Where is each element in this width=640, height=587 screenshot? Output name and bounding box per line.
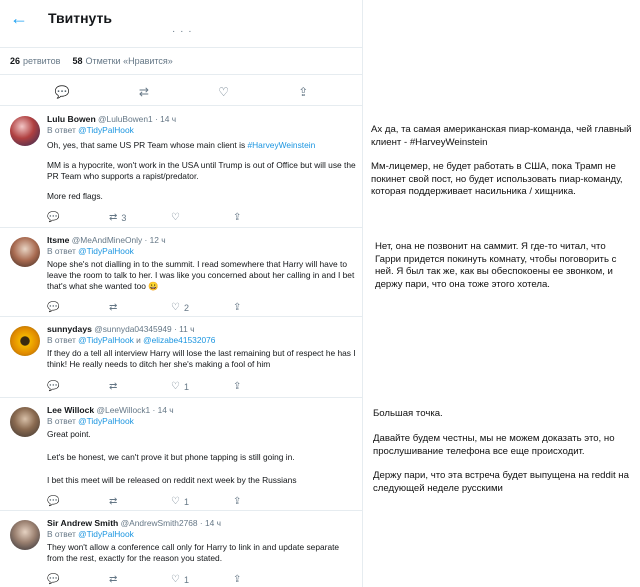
mention-link[interactable]: @elizabe41532076 <box>143 335 216 345</box>
translation-note: Держу пари, что эта встреча будет выпущена на reddit на следующей неделе русскими <box>373 470 629 494</box>
reply-tweet[interactable] <box>0 318 363 398</box>
tweet-text: They won't allow a conference call only for Harry to link in and update separate from the rest, exactly for the reason you stated. <box>47 542 340 563</box>
like-button[interactable] <box>171 496 233 507</box>
reply-button[interactable] <box>47 212 109 223</box>
reply-prefix: В ответ <box>47 416 76 426</box>
reply-prefix: В ответ <box>47 529 76 539</box>
likes-count: 58 <box>72 56 83 66</box>
likes-label: Отметки «Нравится» <box>85 56 173 66</box>
reply-icon: 💬 <box>47 496 60 507</box>
retweet-button[interactable] <box>109 212 171 223</box>
retweet-icon: ⇄ <box>109 574 118 585</box>
translation-note: Давайте будем честны, мы не можем доказать это, но прослушивание телефона все еще происходит. <box>373 433 615 457</box>
mention-link[interactable]: @TidyPalHook <box>78 246 134 256</box>
reply-tweet[interactable] <box>0 399 363 511</box>
likes-stat[interactable] <box>72 56 172 66</box>
mention-link[interactable]: @TidyPalHook <box>78 529 134 539</box>
share-icon: ⇪ <box>233 381 242 392</box>
author-handle[interactable]: @MeAndMineOnly · 12 ч <box>71 235 166 245</box>
tweet-text: Great point. <box>47 429 91 439</box>
reply-prefix: В ответ <box>47 335 76 345</box>
reply-icon[interactable]: 💬 <box>54 84 70 99</box>
share-icon: ⇪ <box>233 302 242 313</box>
tweet-actions <box>47 496 295 507</box>
retweet-icon: ⇄ <box>109 496 118 507</box>
like-button[interactable] <box>171 212 233 223</box>
retweet-icon: ⇄ <box>109 302 118 313</box>
hashtag-link[interactable]: #HarveyWeinstein <box>247 140 316 150</box>
like-count: 2 <box>183 302 189 313</box>
page-title: Твитнуть <box>48 10 112 26</box>
tweet-text: More red flags. <box>47 191 103 201</box>
retweets-label: ретвитов <box>23 56 61 66</box>
reply-button[interactable] <box>47 496 109 507</box>
tweet-text: If they do a tell all interview Harry will lose the last remaining but of respect he has I think! He really needs to ditch her she's making a fool of him <box>47 348 356 369</box>
tweet-actions <box>47 212 295 223</box>
share-button[interactable] <box>233 574 295 585</box>
retweets-stat[interactable] <box>10 56 60 66</box>
tweet-stats <box>0 47 363 75</box>
reply-prefix: В ответ <box>47 125 76 135</box>
mention-link[interactable]: @TidyPalHook <box>78 125 134 135</box>
reply-and: и <box>136 335 141 345</box>
avatar[interactable] <box>10 116 40 146</box>
translation-note: Мм-лицемер, не будет работать в США, пока Трамп не покинет свой пост, но будет использовать пиар-команду, которая поддерживает насильника / хищника. <box>371 161 623 197</box>
reply-icon: 💬 <box>47 574 60 585</box>
retweet-icon: ⇄ <box>109 212 118 223</box>
avatar[interactable] <box>10 326 40 356</box>
share-icon: ⇪ <box>233 574 242 585</box>
like-button[interactable] <box>171 574 233 585</box>
author-name[interactable]: Itsme <box>47 235 70 245</box>
mention-link[interactable]: @TidyPalHook <box>78 416 134 426</box>
share-icon: ⇪ <box>233 212 242 223</box>
like-button[interactable] <box>171 302 233 313</box>
reply-button[interactable] <box>47 381 109 392</box>
translation-note: Нет, она не позвонит на саммит. Я где-то читал, что Гарри придется покинуть комнату, чтобы поговорить с ней. Я был так же, как вы обеспокоены ее звонком, и держу пари, что она тоже этого хотела. <box>375 241 617 290</box>
author-name[interactable]: Lee Willock <box>47 405 95 415</box>
tweet-actions <box>47 302 295 313</box>
tweet-text: MM is a hypocrite, won't work in the USA until Trump is out of Office but will use the PR Team who supports a rapist/predator. <box>47 160 356 181</box>
like-count: 1 <box>183 381 189 392</box>
reply-button[interactable] <box>47 302 109 313</box>
reply-prefix: В ответ <box>47 246 76 256</box>
retweet-button[interactable] <box>109 302 171 313</box>
tweet-text: I bet this meet will be released on reddit next week by the Russians <box>47 475 297 485</box>
heart-icon[interactable]: ♡ <box>218 84 229 99</box>
author-handle[interactable]: @AndrewSmith2768 · 14 ч <box>120 518 222 528</box>
retweet-button[interactable] <box>109 496 171 507</box>
tweet-actions <box>47 574 295 585</box>
tweet-text: Nope she's not dialling in to the summit. I read somewhere that Harry will have to leave the room to talk to her. I was like you concerned about her calling in and I bet that's what she wanted too 😀 <box>47 259 355 291</box>
share-button[interactable] <box>233 496 295 507</box>
retweet-button[interactable] <box>109 381 171 392</box>
author-name[interactable]: sunnydays <box>47 324 92 334</box>
main-tweet-actions <box>0 78 363 106</box>
retweet-button[interactable] <box>109 574 171 585</box>
tweet-text: Oh, yes, that same US PR Team whose main client is <box>47 140 248 150</box>
mention-link[interactable]: @TidyPalHook <box>78 335 134 345</box>
share-button[interactable] <box>233 302 295 313</box>
retweet-icon: ⇄ <box>109 381 118 392</box>
retweet-icon[interactable]: ⇄ <box>138 84 149 99</box>
author-handle[interactable]: @sunnyda04345949 · 11 ч <box>94 324 195 334</box>
retweets-count: 26 <box>10 56 21 66</box>
heart-icon: ♡ <box>171 212 180 223</box>
author-handle[interactable]: @LuluBowen1 · 14 ч <box>98 114 177 124</box>
retweet-count: 3 <box>121 212 127 223</box>
share-button[interactable] <box>233 381 295 392</box>
reply-tweet[interactable] <box>0 512 363 587</box>
heart-icon: ♡ <box>171 574 180 585</box>
reply-icon: 💬 <box>47 212 60 223</box>
share-icon: ⇪ <box>233 496 242 507</box>
tweet-text: Let's be honest, we can't prove it but phone tapping is still going in. <box>47 452 295 462</box>
reply-icon: 💬 <box>47 302 60 313</box>
avatar[interactable] <box>10 520 40 550</box>
heart-icon: ♡ <box>171 496 180 507</box>
heart-icon: ♡ <box>171 302 180 313</box>
share-icon[interactable]: ⇪ <box>298 84 309 99</box>
avatar[interactable] <box>10 237 40 267</box>
translation-note: Большая точка. <box>373 408 443 419</box>
like-count: 1 <box>183 496 189 507</box>
more-dots: · · · <box>172 26 193 37</box>
translation-note: Ах да, та самая американская пиар-команда, чей главный клиент - #HarveyWeinstein <box>371 124 632 148</box>
author-name[interactable]: Lulu Bowen <box>47 114 96 124</box>
like-button[interactable] <box>171 381 233 392</box>
share-button[interactable] <box>233 212 295 223</box>
reply-icon: 💬 <box>47 381 60 392</box>
author-name[interactable]: Sir Andrew Smith <box>47 518 119 528</box>
like-count: 1 <box>183 574 189 585</box>
tweet-actions <box>47 381 295 392</box>
reply-tweet[interactable] <box>0 108 363 228</box>
reply-button[interactable] <box>47 574 109 585</box>
arrow-left-icon[interactable]: ← <box>10 7 28 28</box>
avatar[interactable] <box>10 407 40 437</box>
reply-tweet[interactable] <box>0 229 363 317</box>
heart-icon: ♡ <box>171 381 180 392</box>
author-handle[interactable]: @LeeWillock1 · 14 ч <box>96 405 174 415</box>
